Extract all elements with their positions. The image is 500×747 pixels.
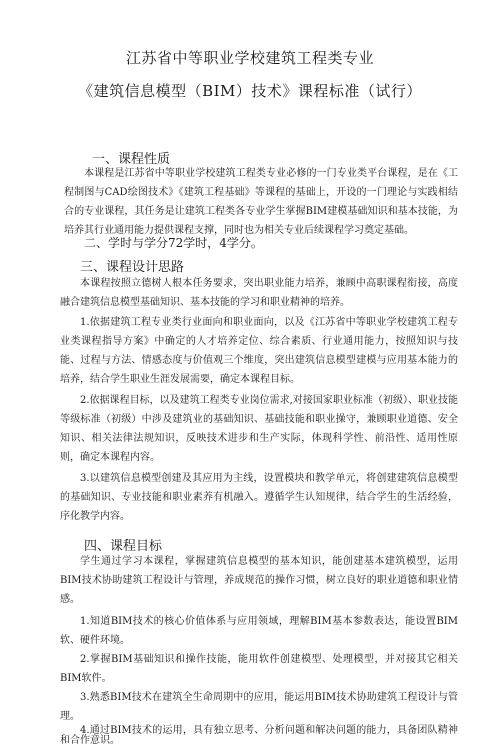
section-3-heading: 三、课程设计思路: [80, 260, 185, 275]
section-4-item-2: 2.掌握BIM基础知识和操作技能，能用软件创建模型、处理模型，并对接其它相关BIM软件。: [60, 654, 458, 684]
document-title-line1: 江苏省中等职业学校建筑工程类专业: [125, 49, 374, 67]
section-4-item-1: 1.知道BIM技术的核心价值体系与应用领域，理解BIM基本参数表达，能设置BIM软、硬件环境。: [60, 616, 458, 646]
section-4-item-3: 3.熟悉BIM技术在建筑全生命周期中的应用，能运用BIM技术协助建筑工程设计与管理。: [60, 692, 458, 722]
section-2-heading: 二、学时与学分72学时，4学分。: [84, 236, 263, 250]
section-3-paragraph-3: 3.以建筑信息模型创建及其应用为主线，设置模块和教学单元，将创建建筑信息模型的基础知识、专业技能和职业素养有机融入。遵循学生认知规律，结合学生的生活经验，序化教学内容。: [60, 473, 458, 522]
section-4-paragraph-intro: 学生通过学习本课程，掌握建筑信息模型的基本知识，能创建基本建筑模型，运用BIM技术协助建筑工程设计与管理，养成规范的操作习惯，树立良好的职业道德和职业情感。: [60, 556, 458, 605]
section-1-heading: 一、课程性质: [92, 152, 171, 167]
section-4-heading: 四、课程目标: [84, 539, 163, 554]
section-3-paragraph-1: 1.依据建筑工程专业类行业面向和职业面向，以及《江苏省中等职业学校建筑工程专业类课程指导方案》中确定的人才培养定位、综合素质、行业通用能力，按照知识与技能、过程与方法、情感态度与价值观三个维度，突出建筑信息模型建模与应用基本能力的培养，结合学生职业生涯发展需要，确定本课程目标。: [60, 317, 458, 385]
section-3-paragraph-intro: 本课程按照立德树人根本任务要求，突出职业能力培养，兼顾中高职课程衔接，高度融合建筑信息模型基础知识、基本技能的学习和职业精神的培养。: [60, 278, 458, 308]
section-4-item-4: 4.通过BIM技术的运用，具有独立思考、分析问题和解决问题的能力，具备团队精神和合作意识。: [60, 725, 458, 746]
section-1-paragraph: 本课程是江苏省中等职业学校建筑工程类专业必修的一门专业类平台课程，是在《工程制图与CAD绘图技术》《建筑工程基础》等课程的基础上，开设的一门理论与实践相结合的专业课程，其任务是让建筑工程类各专业学生掌握BIM建模基础知识和基本技能，为培养其行业通用能力提供课程支撑，同时也为相关专业后续课程学习奠定基础。: [64, 168, 458, 236]
section-3-paragraph-2: 2.依据课程目标，以及建筑工程类专业岗位需求,对接国家职业标准（初级）、职业技能等级标准（初级）中涉及建筑业的基础知识、基础技能和职业操守，兼顾职业道德、安全知识、相关法律法规知识，反映技术进步和生产实际，体现科学性、前沿性、适用性原则，确定本课程内容。: [60, 395, 458, 463]
document-title-line2: 《建筑信息模型（BIM）技术》课程标准（试行）: [78, 82, 422, 100]
